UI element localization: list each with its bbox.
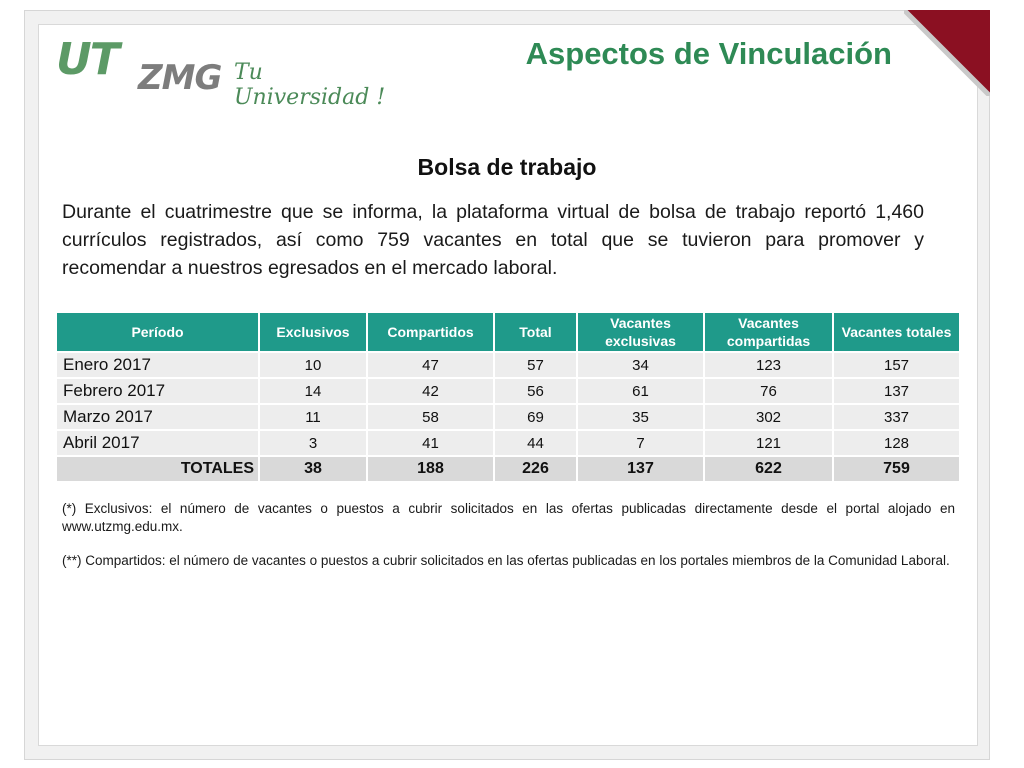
table-cell: 157 [833, 352, 960, 378]
logo-zmg: ZMG [138, 58, 222, 98]
table-cell: 44 [494, 430, 577, 456]
footnotes [62, 500, 955, 586]
column-header: Compartidos [367, 312, 494, 352]
table-cell-period: Enero 2017 [56, 352, 259, 378]
table-row [56, 430, 960, 456]
table-cell: 10 [259, 352, 367, 378]
footnote-compartidos: (**) Compartidos: el número de vacantes o puestos a cubrir solicitados en las ofertas publicadas en los portales miembros de la Comunidad Laboral. [62, 553, 950, 568]
section-title: Bolsa de trabajo [417, 154, 597, 180]
table-cell: 337 [833, 404, 960, 430]
column-header: Vacantes exclusivas [577, 312, 704, 352]
table-cell: 41 [367, 430, 494, 456]
column-header: Total [494, 312, 577, 352]
table-cell: 137 [833, 378, 960, 404]
column-header: Vacantes totales [833, 312, 960, 352]
table-cell: 123 [704, 352, 833, 378]
totals-cell: 622 [704, 456, 833, 482]
totals-label: TOTALES [56, 456, 259, 482]
table-cell: 76 [704, 378, 833, 404]
totals-cell: 137 [577, 456, 704, 482]
logo-tagline: Tu Universidad ! [234, 60, 386, 110]
table-cell-period: Abril 2017 [56, 430, 259, 456]
table-row [56, 404, 960, 430]
slide-title: Aspectos de Vinculación [525, 36, 892, 71]
table-cell: 42 [367, 378, 494, 404]
table-cell: 57 [494, 352, 577, 378]
job-board-table [56, 312, 960, 482]
table-totals-row [56, 456, 960, 482]
table-cell: 56 [494, 378, 577, 404]
table-cell: 35 [577, 404, 704, 430]
intro-paragraph: Durante el cuatrimestre que se informa, la plataforma virtual de bolsa de trabajo reportó 1,460 currículos registrados, así como 759 vacantes en total que se tuvieron para promover y recomendar a nuestros egresados en el mercado laboral. [62, 201, 924, 279]
totals-cell: 759 [833, 456, 960, 482]
table-cell: 14 [259, 378, 367, 404]
table-cell: 58 [367, 404, 494, 430]
footnote-exclusivos: (*) Exclusivos: el número de vacantes o puestos a cubrir solicitados en las ofertas publicadas directamente desde el portal alojado en www.utzmg.edu.mx. [62, 501, 955, 534]
table-cell: 121 [704, 430, 833, 456]
table-row [56, 352, 960, 378]
table-cell: 302 [704, 404, 833, 430]
table-cell: 69 [494, 404, 577, 430]
totals-cell: 188 [367, 456, 494, 482]
column-header: Período [56, 312, 259, 352]
logo-mark: UT [56, 34, 118, 85]
table-header-row [56, 312, 960, 352]
page-corner-fold [904, 10, 990, 96]
table-cell: 11 [259, 404, 367, 430]
utzmg-logo [56, 34, 396, 110]
column-header: Vacantes compartidas [704, 312, 833, 352]
table-cell-period: Marzo 2017 [56, 404, 259, 430]
table-cell: 34 [577, 352, 704, 378]
totals-cell: 38 [259, 456, 367, 482]
table-cell: 7 [577, 430, 704, 456]
column-header: Exclusivos [259, 312, 367, 352]
table-cell: 61 [577, 378, 704, 404]
table-row [56, 378, 960, 404]
table-cell-period: Febrero 2017 [56, 378, 259, 404]
table-cell: 128 [833, 430, 960, 456]
table-cell: 47 [367, 352, 494, 378]
totals-cell: 226 [494, 456, 577, 482]
table-cell: 3 [259, 430, 367, 456]
